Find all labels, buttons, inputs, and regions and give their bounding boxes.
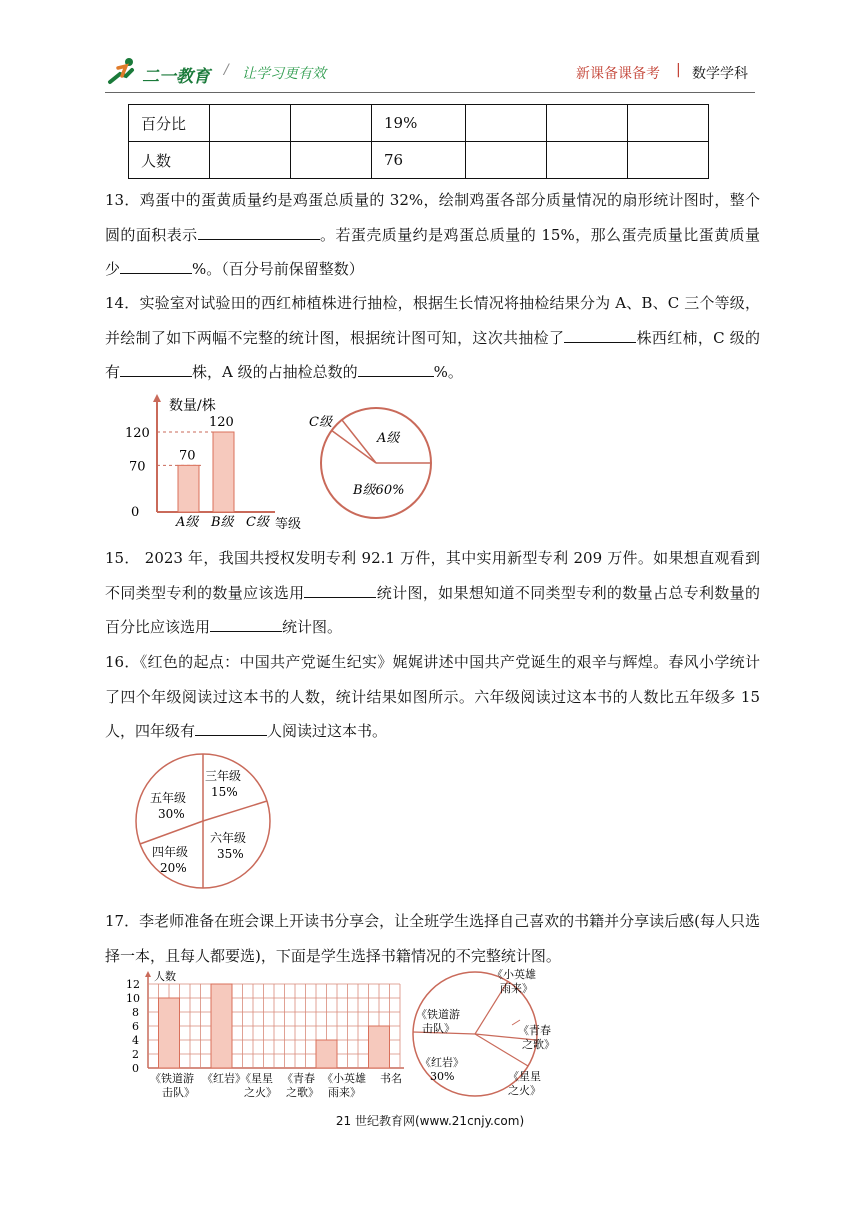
q14-text-3: 株，A 级的占抽检总数的 <box>192 363 358 381</box>
bar-value-label: 120 <box>209 415 234 430</box>
logo-text: 二一教育 <box>142 67 210 87</box>
q13-text-3: %。（百分号前保留整数） <box>192 260 364 278</box>
bar-b <box>213 432 234 512</box>
table-row <box>129 105 709 142</box>
x-tick-label: 《星星 <box>240 1072 273 1085</box>
table-cell <box>547 105 628 142</box>
fig17-bar-chart <box>126 968 411 1100</box>
x-tick-label: 《小英雄 <box>322 1072 366 1085</box>
question-14 <box>105 286 760 390</box>
table-cell <box>291 142 372 179</box>
x-tick-label: 雨来》 <box>328 1086 361 1099</box>
bar-ylabel: 数量/株 <box>169 398 216 414</box>
pie-slice-pct: 15% <box>211 785 238 799</box>
x-tick-label: 之歌》 <box>286 1086 319 1099</box>
fig14-pie-chart <box>305 400 440 525</box>
table-row <box>129 142 709 179</box>
answer-blank[interactable] <box>198 221 320 240</box>
header-separator: | <box>676 62 681 78</box>
bar-a <box>178 465 199 512</box>
x-tick-label: 《红岩》 <box>202 1072 246 1085</box>
table-cell <box>210 105 291 142</box>
bar <box>211 984 232 1068</box>
pie-label: 《铁道游 <box>416 1008 460 1021</box>
y-tick-label: 10 <box>126 992 140 1005</box>
pie-slice-pct: 35% <box>217 847 244 861</box>
table-cell <box>466 105 547 142</box>
q15-text-2: 统计图，如果想知道不同类型专利的数量占总专利数量的百分比应该选用 <box>105 583 760 636</box>
bar-xlabel: 书名 <box>380 1072 402 1085</box>
question-15 <box>105 541 760 645</box>
answer-blank[interactable] <box>358 358 434 377</box>
fig16-pie-chart <box>130 752 280 892</box>
pie-slice-name: 五年级 <box>150 791 187 805</box>
bar-value-label: 70 <box>179 448 196 464</box>
y-tick-label: 120 <box>125 426 150 441</box>
header-slash: / <box>224 62 229 78</box>
pie-label: 雨来》 <box>500 982 533 995</box>
q13-text-2: 。若蛋壳质量约是鸡蛋总质量的 15%，那么蛋壳质量比蛋黄质量少 <box>105 225 760 278</box>
x-tick-label: 击队》 <box>162 1086 195 1099</box>
fig17-pie-chart <box>400 962 560 1102</box>
y-tick-label: 70 <box>129 459 146 475</box>
table-cell: 人数 <box>129 142 210 179</box>
table-cell <box>466 142 547 179</box>
y-tick-label: 0 <box>132 1062 139 1075</box>
q13-text-1: 13．鸡蛋中的蛋黄质量约是鸡蛋总质量的 32%，绘制鸡蛋各部分质量情况的扇形统计图时，整个圆的面积表示 <box>105 191 760 244</box>
table-cell <box>291 105 372 142</box>
pie-label: 之歌》 <box>522 1038 555 1051</box>
q15-text-1: 15． 2023 年，我国共授权发明专利 92.1 万件，其中实用新型专利 209 万件。如果想直观看到不同类型专利的数量应该选用 <box>105 549 760 602</box>
pie-label: 击队》 <box>422 1022 455 1035</box>
pie-slice-pct: 30% <box>158 807 185 821</box>
pie-label: C级 <box>309 415 332 430</box>
bar-ylabel: 人数 <box>154 970 176 983</box>
q14-text-1: 14．实验室对试验田的西红柿植株进行抽检，根据生长情况将抽检结果分为 A、B、C 三个等级，并绘制了如下两幅不完整的统计图，根据统计图可知，这次共抽检了 <box>105 294 760 347</box>
page-footer: 21 世纪教育网(www.21cnjy.com) <box>335 1114 525 1128</box>
bar-xlabel: 等级 <box>275 517 302 532</box>
answer-blank[interactable] <box>304 579 376 598</box>
x-tick-label: 之火》 <box>244 1086 277 1099</box>
header <box>0 0 860 100</box>
answer-blank[interactable] <box>120 255 192 274</box>
q15-text-3: 统计图。 <box>282 618 343 636</box>
x-tick-label: 《青春 <box>282 1072 315 1085</box>
table-cell <box>628 105 709 142</box>
pie-slice-pct: 20% <box>160 861 187 875</box>
table-cell: 76 <box>372 142 466 179</box>
x-tick-label: 《铁道游 <box>150 1072 194 1085</box>
pie-label: 之火》 <box>508 1084 541 1097</box>
x-tick-label: B级 <box>211 515 234 530</box>
bar <box>159 998 180 1068</box>
header-subject-label: 数学学科 <box>692 66 748 82</box>
q16-text-1: 16．《红色的起点：中国共产党诞生纪实》娓娓讲述中国共产党诞生的艰辛与辉煌。春风小学统计了四个年级阅读过这本书的人数，统计结果如图所示。六年级阅读过这本书的人数比五年级多 15 人，四年级有 <box>105 653 760 740</box>
y-tick-label: 8 <box>132 1006 139 1019</box>
y-tick-label: 4 <box>132 1034 139 1047</box>
pie-label: A级 <box>377 431 400 446</box>
y-tick-label: 2 <box>132 1048 139 1061</box>
header-course-label: 新课备课备考 <box>576 66 660 82</box>
pie-label: B级60% <box>353 483 405 498</box>
pie-slice-name: 三年级 <box>205 769 242 783</box>
x-tick-label: A级 <box>176 515 199 530</box>
y-tick-label: 0 <box>131 505 140 520</box>
q14-text-4: %。 <box>433 363 463 381</box>
q16-text-2: 人阅读过这本书。 <box>267 722 388 740</box>
table-cell <box>210 142 291 179</box>
pie-label: 《红岩》 <box>420 1056 464 1069</box>
table-cell: 19% <box>372 105 466 142</box>
x-tick-label: C级 <box>246 515 269 530</box>
fig14-bar-chart <box>125 392 310 532</box>
answer-blank[interactable] <box>210 613 282 632</box>
pie-slice-name: 六年级 <box>210 831 247 845</box>
pie-label: 《小英雄 <box>492 968 536 981</box>
answer-blank[interactable] <box>564 324 636 343</box>
answer-blank[interactable] <box>195 717 267 736</box>
question-16 <box>105 645 760 749</box>
y-tick-label: 12 <box>126 978 140 991</box>
answer-blank[interactable] <box>120 358 192 377</box>
bar <box>369 1026 390 1068</box>
pie-label: 《星星 <box>508 1070 541 1083</box>
table-cell <box>628 142 709 179</box>
logo-runner-icon <box>104 56 140 86</box>
y-tick-label: 6 <box>132 1020 139 1033</box>
pie-label: 30% <box>430 1070 455 1083</box>
data-table <box>128 104 709 179</box>
table-cell: 百分比 <box>129 105 210 142</box>
pie-label: 《青春 <box>518 1024 551 1037</box>
header-divider <box>105 92 755 93</box>
table-cell <box>547 142 628 179</box>
question-13 <box>105 183 760 287</box>
q14-text-2: 株西红柿，C 级的有 <box>105 328 760 381</box>
bar <box>316 1040 337 1068</box>
header-slogan: 让学习更有效 <box>242 66 326 82</box>
q17-text-1: 17．李老师准备在班会课上开读书分享会，让全班学生选择自己喜欢的书籍并分享读后感(每人只选择一本，且每人都要选)，下面是学生选择书籍情况的不完整统计图。 <box>105 912 760 965</box>
pie-slice-name: 四年级 <box>152 845 189 859</box>
